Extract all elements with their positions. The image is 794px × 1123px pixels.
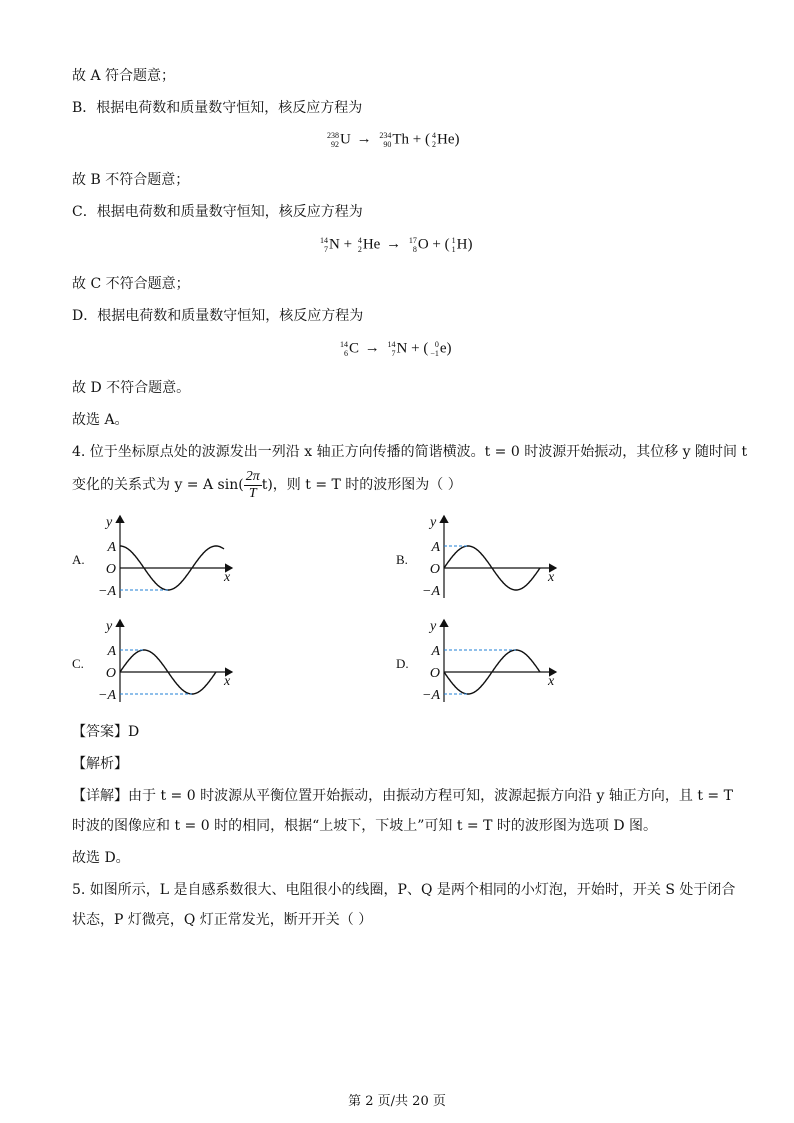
x-axis-label: x <box>548 674 555 689</box>
origin-label: O <box>429 666 440 681</box>
amplitude-top-label: A <box>107 540 116 555</box>
analysis-line: 【解析】 <box>72 756 128 772</box>
origin-label: O <box>105 562 116 577</box>
choose-line: 故选 D。 <box>72 850 130 866</box>
amplitude-top-label: A <box>431 540 440 555</box>
option-a-label[interactable]: A. <box>72 552 85 567</box>
amplitude-top-label: A <box>107 644 116 659</box>
amplitude-bottom-label: −A <box>98 688 116 703</box>
x-axis-label: x <box>224 570 231 585</box>
x-axis-label: x <box>548 570 555 585</box>
equation-c: 14 7 N + 4 2 He → 17 8 O + ( 1 1 H) <box>320 236 473 254</box>
formula-prefix: 变化的关系式为 y = A sin( <box>72 477 244 493</box>
amplitude-bottom-label: −A <box>98 584 116 599</box>
option-a-graph[interactable] <box>90 510 240 602</box>
text-line: 故 B 不符合题意； <box>72 172 190 188</box>
option-c-label[interactable]: C. <box>72 656 84 671</box>
y-axis-label: y <box>106 515 113 530</box>
fraction: $\frac{2\pi}{T}$ <box>245 468 260 501</box>
option-d-graph[interactable] <box>414 614 564 706</box>
origin-label: O <box>105 666 116 681</box>
detail-line-2: 时波的图像应和 t = 0 时的相同，根据“上坡下，下坡上”可知 t = T 时的波形图为选项 D 图。 <box>72 818 657 834</box>
text-line: 故选 A。 <box>72 412 129 428</box>
option-b-label[interactable]: B. <box>396 552 408 567</box>
question-5-line-2: 状态，P 灯微亮，Q 灯正常发光，断开开关（ ） <box>72 912 373 928</box>
formula-suffix: t)，则 t = T 时的波形图为（ ） <box>261 477 462 493</box>
detail-line-1: 【详解】由于 t = 0 时波源从平衡位置开始振动，由振动方程可知，波源起振方向沿 y 轴正方向，且 t = T <box>72 788 733 804</box>
equation-b: 238 92 U → 234 90 Th + ( 4 2 He) <box>327 131 460 149</box>
page-footer: 第 2 页/共 20 页 <box>348 1094 446 1109</box>
y-axis-label: y <box>430 619 437 634</box>
text-line: C．根据电荷数和质量数守恒知，核反应方程为 <box>72 204 363 220</box>
question-4-line-2 <box>72 468 462 502</box>
question-4-line-1: 4. 位于坐标原点处的波源发出一列沿 x 轴正方向传播的简谐横波。t = 0 时波源开始振动，其位移 y 随时间 t <box>72 444 748 460</box>
origin-label: O <box>429 562 440 577</box>
answer-line: 【答案】D <box>72 724 140 740</box>
text-line: 故 C 不符合题意； <box>72 276 190 292</box>
amplitude-bottom-label: −A <box>422 584 440 599</box>
amplitude-top-label: A <box>431 644 440 659</box>
y-axis-label: y <box>106 619 113 634</box>
question-5-line-1: 5. 如图所示，L 是自感系数很大、电阻很小的线圈，P、Q 是两个相同的小灯泡，开始时，开关 S 处于闭合 <box>72 882 736 898</box>
y-axis-label: y <box>430 515 437 530</box>
text-line: 故 D 不符合题意。 <box>72 380 191 396</box>
option-c-graph[interactable] <box>90 614 240 706</box>
option-b-graph[interactable] <box>414 510 564 602</box>
text-line: D．根据电荷数和质量数守恒知，核反应方程为 <box>72 308 364 324</box>
text-line: B．根据电荷数和质量数守恒知，核反应方程为 <box>72 100 363 116</box>
x-axis-label: x <box>224 674 231 689</box>
option-d-label[interactable]: D. <box>396 656 409 671</box>
text-line: 故 A 符合题意； <box>72 68 176 84</box>
equation-d: 14 6 C → 14 7 N + ( 0 −1 e) <box>340 340 452 358</box>
amplitude-bottom-label: −A <box>422 688 440 703</box>
